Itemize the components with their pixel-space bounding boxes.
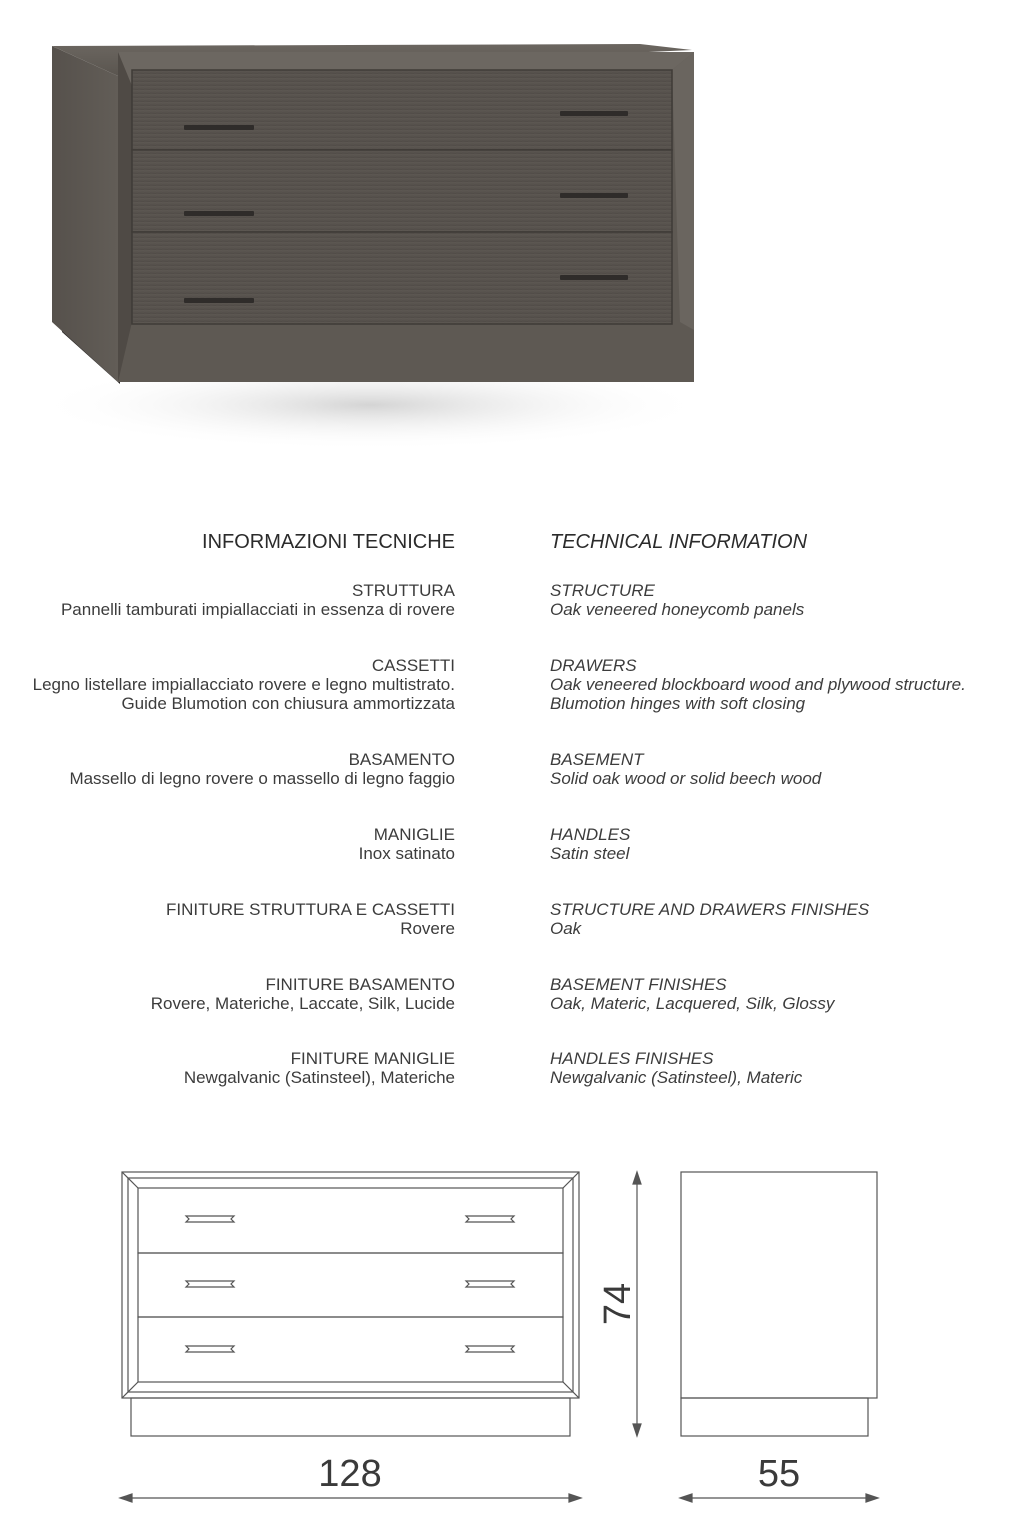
handle — [560, 111, 628, 116]
handle-outline — [466, 1216, 514, 1222]
english-section — [550, 750, 1020, 788]
section-line: Inox satinato — [358, 844, 455, 863]
section-title: BASAMENTO — [348, 750, 455, 769]
handle — [184, 211, 254, 216]
section-title: MANIGLIE — [373, 825, 455, 844]
section-title: FINITURE BASAMENTO — [265, 975, 455, 994]
section-title: BASEMENT FINISHES — [550, 975, 727, 994]
section-title: BASEMENT — [550, 750, 644, 769]
section-title: FINITURE STRUTTURA E CASSETTI — [165, 900, 455, 919]
section-title: HANDLES — [550, 825, 631, 844]
italian-heading: INFORMAZIONI TECNICHE — [202, 531, 455, 553]
section-line: Massello di legno rovere o massello di legno faggio — [69, 769, 455, 788]
english-section — [550, 975, 1020, 1013]
drawer-outline — [138, 1188, 563, 1253]
section-line: Pannelli tamburati impiallacciati in essenza di rovere — [60, 600, 455, 619]
section-title: FINITURE MANIGLIE — [290, 1049, 455, 1068]
italian-section — [0, 975, 455, 1013]
drawer-outline — [138, 1317, 563, 1382]
italian-section — [0, 750, 455, 788]
handle — [560, 193, 628, 198]
section-line: Oak — [550, 919, 582, 938]
english-section — [550, 825, 1020, 863]
height-dimension: 74 — [597, 1282, 639, 1326]
technical-drawing — [0, 1140, 1021, 1527]
english-technical-info — [550, 530, 1020, 554]
width-dimension: 128 — [318, 1453, 382, 1495]
handle — [560, 275, 628, 280]
drawer-front — [132, 70, 672, 150]
italian-section — [0, 1049, 455, 1087]
section-line: Satin steel — [550, 844, 630, 863]
italian-section — [0, 656, 455, 713]
section-title: DRAWERS — [550, 656, 637, 675]
base-outline — [131, 1398, 570, 1436]
italian-section — [0, 900, 455, 938]
section-line: Solid oak wood or solid beech wood — [550, 769, 822, 788]
depth-dimension: 55 — [757, 1453, 801, 1495]
handle-outline — [186, 1346, 234, 1352]
english-section — [550, 581, 1020, 619]
carcass-side — [52, 46, 118, 382]
italian-section — [0, 581, 455, 619]
handle-outline — [186, 1216, 234, 1222]
handle-outline — [466, 1346, 514, 1352]
english-section — [550, 900, 1020, 938]
section-line: Rovere, Materiche, Laccate, Silk, Lucide — [150, 994, 455, 1013]
section-title: STRUCTURE AND DRAWERS FINISHES — [550, 900, 870, 919]
section-title: CASSETTI — [371, 656, 455, 675]
section-title: STRUCTURE — [550, 581, 655, 600]
handle-outline — [186, 1281, 234, 1287]
section-title: HANDLES FINISHES — [550, 1049, 714, 1068]
side-view-outer — [681, 1172, 877, 1398]
handle — [184, 125, 254, 130]
english-section — [550, 656, 1020, 713]
section-line: Guide Blumotion con chiusura ammortizzata — [121, 694, 455, 713]
section-line: Blumotion hinges with soft closing — [550, 694, 806, 713]
product-photo — [0, 0, 1021, 460]
section-line: Newgalvanic (Satinsteel), Materiche — [183, 1068, 455, 1087]
section-line: Oak, Materic, Lacquered, Silk, Glossy — [550, 994, 835, 1013]
section-line: Newgalvanic (Satinsteel), Materic — [550, 1068, 803, 1087]
italian-technical-info — [0, 530, 455, 554]
section-line: Legno listellare impiallacciato rovere e legno multistrato. — [32, 675, 455, 694]
front-view-outer — [122, 1172, 579, 1398]
drawer-outline — [138, 1253, 563, 1317]
section-line: Oak veneered honeycomb panels — [550, 600, 805, 619]
drawer-front — [132, 150, 672, 232]
section-line: Rovere — [400, 919, 455, 938]
english-section — [550, 1049, 1020, 1087]
section-line: Oak veneered blockboard wood and plywood structure. — [550, 675, 966, 694]
section-title: STRUTTURA — [352, 581, 455, 600]
english-heading: TECHNICAL INFORMATION — [550, 531, 808, 553]
handle-outline — [466, 1281, 514, 1287]
side-view-base — [681, 1398, 868, 1436]
italian-section — [0, 825, 455, 863]
handle — [184, 298, 254, 303]
